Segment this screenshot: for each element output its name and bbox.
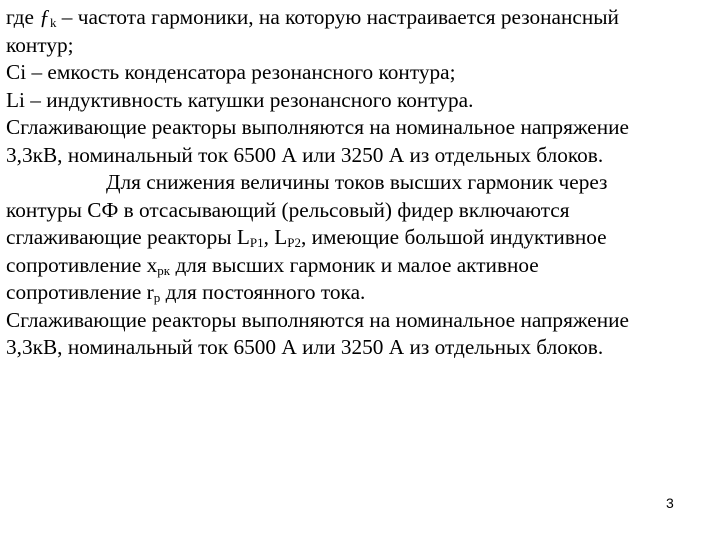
reactor-subscript-2: P2 <box>287 235 301 250</box>
text: – частота гармоники, на которую настраивается резонансный <box>56 5 619 29</box>
reactance-subscript: pк <box>157 262 171 278</box>
document-body <box>6 4 716 362</box>
text-line-1 <box>6 4 716 32</box>
text-line-10 <box>6 252 716 280</box>
text-line-3: Ci – емкость конденсатора резонансного контура; <box>6 60 456 84</box>
text-line-7: Для снижения величины токов высших гармоник через <box>106 170 608 194</box>
text-line-6: 3,3кВ, номинальный ток 6500 А или 3250 А из отдельных блоков. <box>6 142 604 167</box>
text-line-9 <box>6 224 716 252</box>
text-line-4: Li – индуктивность катушки резонансного контура. <box>6 87 474 112</box>
text: , имеющие большой индуктивное <box>301 225 607 249</box>
text: сглаживающие реакторы L <box>6 225 250 249</box>
page-number: 3 <box>666 495 674 511</box>
text-line-11 <box>6 279 716 307</box>
text-line-13: 3,3кВ, номинальный ток 6500 А или 3250 А из отдельных блоков. <box>6 335 604 359</box>
text: для постоянного тока. <box>160 280 366 304</box>
text: где <box>6 5 40 29</box>
text: для высших гармоник и малое активное <box>170 252 539 277</box>
text: , L <box>263 225 288 249</box>
text: сопротивление r <box>6 280 154 304</box>
text-line-5: Сглаживающие реакторы выполняются на номинальное напряжение <box>6 115 630 139</box>
frequency-symbol: ƒ <box>39 5 50 29</box>
text: сопротивление x <box>6 252 158 277</box>
text-line-8: контуры СФ в отсасывающий (рельсовый) фидер включаются <box>6 197 570 222</box>
resistance-subscript: p <box>153 290 161 305</box>
frequency-subscript: k <box>49 15 57 30</box>
text-line-12: Сглаживающие реакторы выполняются на номинальное напряжение <box>6 307 630 332</box>
reactor-subscript-1: P1 <box>249 235 264 250</box>
text-line-2: контур; <box>6 32 74 57</box>
